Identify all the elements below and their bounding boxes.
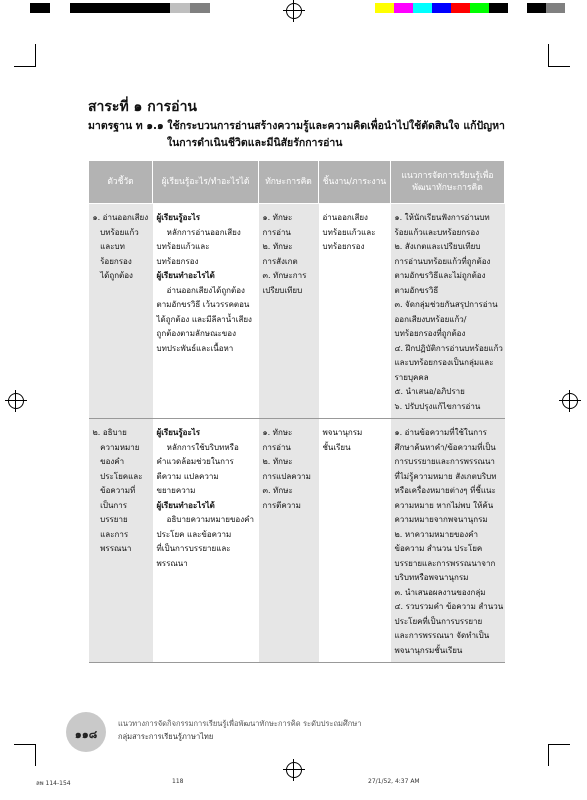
cell-text: บรรยายและการพรรณนาจาก (394, 558, 496, 568)
cell-text: การแปลความ (262, 471, 311, 481)
cell-text: ๕. นำเสนอ/อภิปราย (394, 387, 465, 396)
color-swatch (432, 3, 451, 13)
cell-text: การสังเกต (262, 256, 298, 266)
cell-text: พรรณนา (156, 558, 188, 568)
color-swatch (190, 3, 210, 13)
cell-text: และการพรรณนา จัดทำเป็น (394, 631, 490, 640)
table-row (89, 419, 505, 663)
registration-mark-icon (562, 393, 578, 409)
color-swatch (508, 3, 527, 13)
cell-text: ความหมาย หากไม่พบ ให้ค้น (394, 500, 494, 510)
cell-text: ๑. อ่านออกเสียง (92, 213, 149, 222)
cell-text: และบทร้อยกรองเป็นกลุ่มและ (394, 358, 494, 367)
indicator-table (88, 160, 505, 663)
crop-mark (548, 66, 570, 67)
slug-date: 27/1/52, 4:37 AM (368, 778, 420, 785)
cell-text: ๒. ทักษะ (262, 457, 293, 466)
cell-text: ตามอักขรวิธีและไม่ถูกต้อง (394, 271, 486, 280)
cell-text: ผู้เรียนทำอะไรได้ (156, 500, 215, 510)
cell-text: ๑. ทักษะ (262, 428, 293, 437)
cell-text: ตีความ แปลความ (156, 471, 219, 481)
cell-text: ประโยคที่เป็นการบรรยาย (394, 616, 483, 626)
cell-text: ถูกต้องตามลักษณะของ (156, 329, 236, 338)
cell-text: ๒. อธิบาย (92, 428, 127, 437)
registration-mark-icon (286, 3, 302, 19)
cell-text: รายบุคคล (394, 372, 429, 382)
color-swatch (30, 3, 50, 13)
crop-mark (14, 744, 36, 745)
cell-approach (391, 204, 505, 419)
cell-text: พจนานุกรม (322, 428, 363, 437)
cell-text: พจนานุกรมชั้นเรียน (394, 645, 463, 655)
footer-subject: กลุ่มสาระการเรียนรู้ภาษาไทย (118, 732, 214, 741)
standard-statement (88, 118, 528, 152)
cell-work (319, 204, 391, 419)
cell-text: ร้อยแก้วและบทร้อยกรอง (394, 227, 480, 237)
crop-mark (35, 744, 36, 766)
color-swatch (394, 3, 413, 13)
cell-text: ตามอักขรวิธี เว้นวรรคตอน (156, 300, 250, 309)
cell-text: การอ่านบทร้อยแก้วที่ถูกต้อง (394, 256, 491, 266)
cell-text: คำแวดล้อมช่วยในการ (156, 457, 234, 466)
color-swatch (170, 3, 190, 13)
header-indicator: ตัวชี้วัด (89, 161, 153, 204)
cell-text: พรรณนา (92, 544, 132, 553)
color-swatch (70, 3, 90, 13)
cell-text: ๑. ให้นักเรียนฟังการอ่านบท (394, 213, 490, 222)
cell-text: บทร้อยกรอง (156, 256, 199, 266)
cell-text: ๒. หาความหมายของคำ (394, 529, 478, 539)
cell-text: เป็นการ (92, 500, 128, 510)
page-number: ๑๑๘ (74, 728, 98, 741)
slug-file: ลพ 114-154 (36, 780, 71, 787)
cell-text: หรือเครื่องหมายต่างๆ ที่ชี้แนะ (394, 486, 496, 495)
slug-page: 118 (172, 778, 184, 785)
color-bar-left (30, 3, 210, 13)
color-swatch (470, 3, 489, 13)
header-work: ชิ้นงาน/ภาระงาน (319, 161, 391, 204)
color-swatch (150, 3, 170, 13)
cell-text: ที่ไม่รู้ความหมาย สังเกตบริบท (394, 471, 497, 481)
cell-text: ๒. ทักษะ (262, 242, 293, 251)
cell-text: บทประพันธ์และเนื้อหา (156, 343, 234, 353)
cell-text: การอ่าน (262, 227, 291, 237)
table-header-row (89, 161, 505, 204)
cell-skills (259, 204, 319, 419)
cell-learn (153, 204, 259, 419)
cell-indicator (89, 204, 153, 419)
cell-text: อ่านออกเสียงได้ถูกต้อง (156, 285, 245, 295)
color-swatch (489, 3, 508, 13)
registration-mark-icon (8, 393, 24, 409)
cell-text: การอ่าน (262, 442, 291, 452)
color-swatch (130, 3, 150, 13)
cell-text: ๑. อ่านข้อความที่ใช้ในการ (394, 428, 487, 437)
cell-approach (391, 419, 505, 663)
cell-text: ข้อความ สำนวน ประโยค (394, 544, 483, 553)
cell-text: ข้อความที่ (92, 486, 136, 495)
cell-text: บทร้อยกรอง (322, 242, 365, 251)
header-skills: ทักษะการคิด (259, 161, 319, 204)
cell-text: ประโยคและ (92, 471, 143, 481)
cell-text: ๓. จัดกลุ่มช่วยกันสรุปการอ่าน (394, 300, 498, 309)
crop-mark (548, 44, 549, 66)
color-swatch (110, 3, 130, 13)
cell-text: ๓. นำเสนอผลงานของกลุ่ม (394, 587, 486, 597)
cell-text: ๓. ทักษะ (262, 486, 293, 495)
cell-text: ได้ถูกต้อง และมีลีลาน้ำเสียง (156, 314, 252, 324)
page-title: สาระที่ ๑ การอ่าน (88, 99, 198, 115)
cell-text: การตีความ (262, 500, 301, 510)
cell-text: ตามอักขรวิธี (394, 285, 439, 295)
cell-text: ชั้นเรียน (322, 442, 351, 452)
crop-mark (548, 744, 570, 745)
color-swatch (90, 3, 110, 13)
cell-text: ผู้เรียนรู้อะไร (156, 213, 201, 222)
color-swatch (451, 3, 470, 13)
cell-text: บทร้อยแก้ว (92, 227, 139, 237)
color-swatch (375, 3, 394, 13)
cell-text: ศึกษาค้นหาคำ/ข้อความที่เป็น (394, 442, 496, 452)
cell-text: บทร้อยแก้วและ (156, 242, 210, 251)
cell-text: ๔. รวบรวมคำ ข้อความ สำนวน (394, 602, 504, 611)
color-bar-right (375, 3, 565, 13)
cell-text: การบรรยายและการพรรณนา (394, 457, 495, 466)
cell-text: บรรยาย (92, 515, 128, 524)
cell-text: ผู้เรียนทำอะไรได้ (156, 271, 215, 280)
crop-mark (14, 66, 36, 67)
color-swatch (527, 3, 546, 13)
cell-text: ๒. สังเกตและเปรียบเทียบ (394, 242, 481, 251)
cell-text: ร้อยกรอง (92, 256, 132, 266)
color-swatch (50, 3, 70, 13)
cell-text: อธิบายความหมายของคำ (156, 515, 254, 524)
cell-text: หลักการอ่านออกเสียง (156, 227, 241, 237)
cell-text: ออกเสียงบทร้อยแก้ว/ (394, 314, 467, 324)
standard-line-1: มาตรฐาน ท ๑.๑ ใช้กระบวนการอ่านสร้างความรู้และความคิดเพื่อนำไปใช้ตัดสินใจ แก้ปัญหา (88, 120, 505, 132)
cell-text: บริบทหรือพจนานุกรม (394, 573, 469, 582)
cell-text: ได้ถูกต้อง (92, 271, 133, 280)
cell-text: บทร้อยแก้วและ (322, 227, 376, 237)
cell-skills (259, 419, 319, 663)
cell-text: ๓. ทักษะการ (262, 271, 307, 280)
cell-text: อ่านออกเสียง (322, 213, 368, 222)
cell-text: ประโยค และข้อความ (156, 529, 232, 539)
cell-text: ๑. ทักษะ (262, 213, 293, 222)
cell-text: ๔. ฝึกปฏิบัติการอ่านบทร้อยแก้ว (394, 343, 503, 353)
header-learn: ผู้เรียนรู้อะไร/ทำอะไรได้ (153, 161, 259, 204)
cell-text: ความหมายจากพจนานุกรม (394, 515, 488, 524)
cell-indicator (89, 419, 153, 663)
cell-text: ที่เป็นการบรรยายและ (156, 544, 231, 553)
cell-text: ของคำ (92, 457, 125, 466)
registration-mark-icon (286, 762, 302, 778)
table-row (89, 204, 505, 419)
crop-mark (35, 44, 36, 66)
cell-text: และการ (92, 529, 129, 539)
cell-text: และบท (92, 242, 125, 251)
cell-text: บทร้อยกรองที่ถูกต้อง (394, 329, 466, 338)
cell-text: ๖. ปรับปรุงแก้ไขการอ่าน (394, 401, 481, 411)
cell-text: ความหมาย (92, 442, 140, 452)
color-swatch (413, 3, 432, 13)
cell-text: เปรียบเทียบ (262, 285, 303, 295)
cell-text: หลักการใช้บริบทหรือ (156, 442, 239, 452)
footer-book-title: แนวทางการจัดกิจกรรมการเรียนรู้เพื่อพัฒนาทักษะการคิด ระดับประถมศึกษา (118, 719, 362, 728)
standard-line-2: ในการดำเนินชีวิตและมีนิสัยรักการอ่าน (167, 137, 343, 149)
cell-text: ผู้เรียนรู้อะไร (156, 428, 201, 437)
cell-text: ขยายความ (156, 486, 196, 495)
cell-learn (153, 419, 259, 663)
cell-work (319, 419, 391, 663)
color-swatch (546, 3, 565, 13)
crop-mark (548, 744, 549, 766)
header-approach: แนวการจัดการเรียนรู้เพื่อพัฒนาทักษะการคิด (391, 161, 505, 204)
